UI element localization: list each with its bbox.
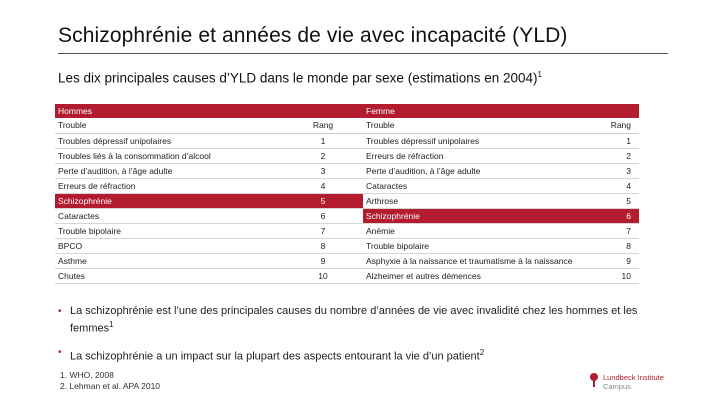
men-cause-cell: Asthme <box>55 253 283 268</box>
column-header-row <box>55 118 639 133</box>
men-cause-cell: Perte d’audition, à l’âge adulte <box>55 163 283 178</box>
women-rank-cell: 6 <box>595 208 639 223</box>
table-row <box>55 208 639 223</box>
women-rank-cell: 4 <box>595 178 639 193</box>
women-rank-cell: 9 <box>595 253 639 268</box>
col-rank-women: Rang <box>595 118 639 133</box>
table-row <box>55 238 639 253</box>
logo-line-2: Campus <box>603 382 631 391</box>
logo-line-1: Lundbeck Institute <box>603 373 664 382</box>
women-rank-cell: 10 <box>595 268 639 283</box>
women-rank-cell: 1 <box>595 133 639 148</box>
table-row <box>55 193 639 208</box>
reference-1: 1. WHO, 2008 <box>60 370 114 380</box>
women-cause-cell: Asphyxie à la naissance et traumatisme à la naissance <box>363 253 595 268</box>
women-cause-cell: Erreurs de réfraction <box>363 148 595 163</box>
bullet-icon: • <box>58 306 62 317</box>
men-rank-cell: 4 <box>283 178 363 193</box>
men-rank-cell: 5 <box>283 193 363 208</box>
col-rank-men: Rang <box>283 118 363 133</box>
men-rank-cell: 8 <box>283 238 363 253</box>
men-rank-cell: 7 <box>283 223 363 238</box>
col-cause-women: Trouble <box>363 118 595 133</box>
references <box>60 370 160 392</box>
men-cause-cell: BPCO <box>55 238 283 253</box>
women-cause-cell: Arthrose <box>363 193 595 208</box>
men-cause-cell: Chutes <box>55 268 283 283</box>
women-cause-cell: Schizophrénie <box>363 208 595 223</box>
men-cause-cell: Troubles dépressif unipolaires <box>55 133 283 148</box>
logo-text <box>603 373 664 391</box>
reference-2: 2. Lehman et al. APA 2010 <box>60 381 161 391</box>
men-cause-cell: Erreurs de réfraction <box>55 178 283 193</box>
yld-table <box>55 104 639 284</box>
bullet-1-reference: 1 <box>109 320 114 329</box>
bullet-2-text: La schizophrénie a un impact sur la plupart des aspects entourant la vie d’un patient <box>70 350 480 363</box>
slide-title: Schizophrénie et années de vie avec incapacité (YLD) <box>58 24 668 54</box>
table-row <box>55 163 639 178</box>
men-cause-cell: Cataractes <box>55 208 283 223</box>
women-header: Femme <box>363 104 639 118</box>
men-cause-cell: Trouble bipolaire <box>55 223 283 238</box>
subtitle-reference: 1 <box>537 70 542 79</box>
men-rank-cell: 3 <box>283 163 363 178</box>
women-rank-cell: 7 <box>595 223 639 238</box>
bullet-list <box>58 305 668 373</box>
women-cause-cell: Cataractes <box>363 178 595 193</box>
table-row <box>55 223 639 238</box>
table-row <box>55 148 639 163</box>
men-rank-cell: 9 <box>283 253 363 268</box>
men-rank-cell: 6 <box>283 208 363 223</box>
men-rank-cell: 1 <box>283 133 363 148</box>
table-subtitle <box>58 70 678 86</box>
lundbeck-logo-icon <box>588 373 600 387</box>
subtitle-text: Les dix principales causes d’YLD dans le monde par sexe (estimations en 2004) <box>58 70 538 86</box>
sex-header-row <box>55 104 639 118</box>
bullet-1-text: La schizophrénie est l’une des principales causes du nombre d’années de vie avec invalidité chez les hommes et les femmes <box>70 305 638 335</box>
women-cause-cell: Trouble bipolaire <box>363 238 595 253</box>
bullet-item <box>58 346 668 364</box>
bullet-text <box>70 346 484 364</box>
women-cause-cell: Perte d’audition, à l’âge adulte <box>363 163 595 178</box>
women-rank-cell: 5 <box>595 193 639 208</box>
women-rank-cell: 3 <box>595 163 639 178</box>
women-cause-cell: Alzheimer et autres démences <box>363 268 595 283</box>
men-header: Hommes <box>55 104 363 118</box>
lundbeck-logo <box>588 373 664 391</box>
col-cause-men: Trouble <box>55 118 283 133</box>
table-row <box>55 268 639 283</box>
women-rank-cell: 2 <box>595 148 639 163</box>
table-row <box>55 133 639 148</box>
men-cause-cell: Troubles liés à la consommation d’alcool <box>55 148 283 163</box>
bullet-item <box>58 305 668 336</box>
women-cause-cell: Troubles dépressif unipolaires <box>363 133 595 148</box>
bullet-icon: • <box>58 346 62 358</box>
women-cause-cell: Anémie <box>363 223 595 238</box>
table-row <box>55 178 639 193</box>
bullet-text <box>70 305 668 336</box>
men-cause-cell: Schizophrénie <box>55 193 283 208</box>
men-rank-cell: 2 <box>283 148 363 163</box>
bullet-2-reference: 2 <box>479 347 485 357</box>
men-rank-cell: 10 <box>283 268 363 283</box>
women-rank-cell: 8 <box>595 238 639 253</box>
table-row <box>55 253 639 268</box>
